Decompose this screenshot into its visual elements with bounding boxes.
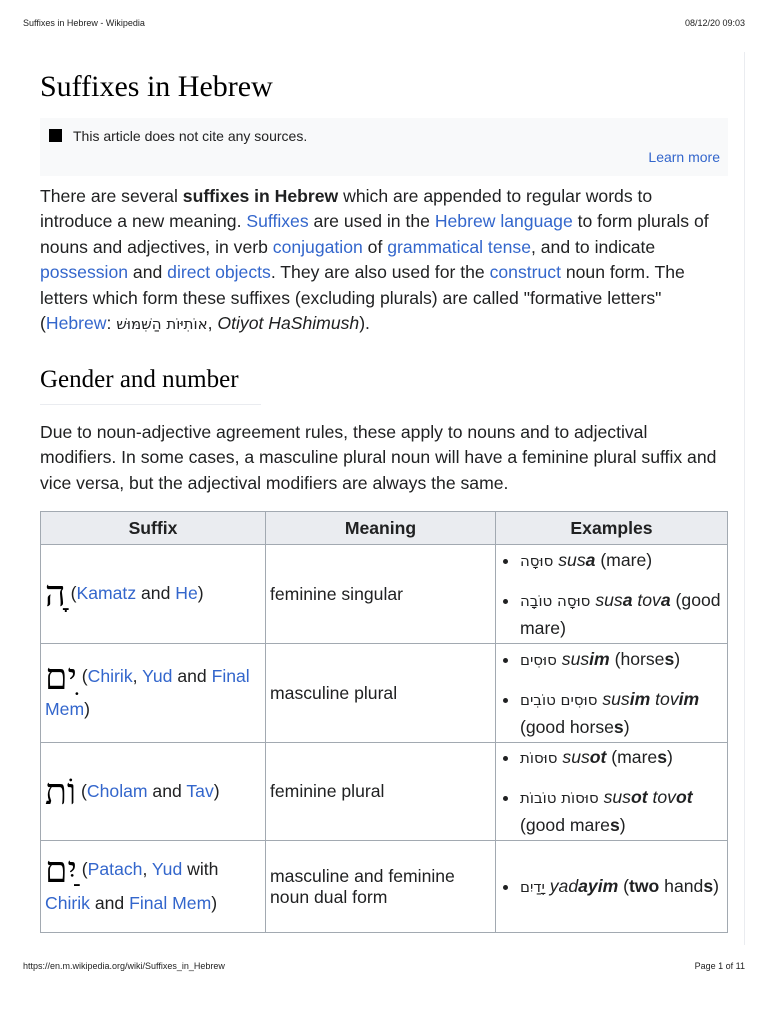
separator: and xyxy=(172,665,212,686)
paren: ( xyxy=(76,859,88,880)
gloss-plural-s: s xyxy=(613,716,624,737)
suffix-glyph: ִים xyxy=(45,656,77,698)
link-final-mem[interactable]: Final Mem xyxy=(45,665,250,720)
intro-text: : xyxy=(106,313,117,334)
translit-suffix: a xyxy=(585,549,596,570)
translit-stem: sus xyxy=(558,549,586,570)
gender-paragraph: Due to noun-adjective agreement rules, these apply to nouns and to adjectival modifiers. In some cases, a masculine plural noun will have a feminine plural suffix and vice versa, but the adjectival modifiers are always the same. xyxy=(40,422,717,493)
examples-cell xyxy=(496,841,728,933)
intro-text: are used in the xyxy=(308,211,435,232)
translit-suffix: a xyxy=(622,589,633,610)
example-hebrew: סוּסוֹת xyxy=(520,749,558,767)
suffix-cell xyxy=(41,743,266,841)
translit-suffix: ayim xyxy=(578,875,619,896)
intro-text: ). xyxy=(359,313,370,334)
paren: ( xyxy=(76,780,87,801)
examples-cell xyxy=(496,545,728,644)
suffix-cell xyxy=(41,545,266,644)
intro-text: noun form. The letters which form these suffixes (excluding plurals) are called "formative letters" ( xyxy=(40,262,685,334)
gloss: (good mare) xyxy=(520,589,721,638)
suffix-cell xyxy=(41,644,266,743)
link-patach[interactable]: Patach xyxy=(87,859,143,880)
translit-stem: sus xyxy=(562,747,590,767)
separator: , xyxy=(132,665,143,686)
paren: ( xyxy=(76,665,88,686)
intro-text: which are appended to regular words to introduce a new meaning. xyxy=(40,186,653,232)
print-url: https://en.m.wikipedia.org/wiki/Suffixes_in_Hebrew xyxy=(23,961,225,971)
meaning-cell: feminine singular xyxy=(266,545,496,644)
example-hebrew: יָדַיִם xyxy=(520,877,545,896)
meaning-cell: masculine and feminine noun dual form xyxy=(266,841,496,933)
example-hebrew: סוּסִים טוֹבִים xyxy=(520,690,598,709)
gloss: (good mare xyxy=(520,815,610,835)
gloss: ) xyxy=(623,716,630,737)
translit-stem: tov xyxy=(650,688,679,709)
translit-stem: tov xyxy=(632,589,661,610)
table-header-row xyxy=(41,512,728,545)
link-kamatz[interactable]: Kamatz xyxy=(76,583,137,604)
example-item xyxy=(520,547,723,575)
notice-text: This article does not cite any sources. xyxy=(73,128,308,144)
table-row xyxy=(41,545,728,644)
translit-suffix: a xyxy=(660,589,671,610)
translit-suffix: im xyxy=(589,648,610,669)
table-row xyxy=(41,841,728,933)
section-heading-gender-number: Gender and number xyxy=(40,366,261,405)
examples-cell xyxy=(496,644,728,743)
translit-stem: tov xyxy=(647,787,676,807)
example-item xyxy=(520,784,723,839)
link-final-mem[interactable]: Final Mem xyxy=(129,892,212,913)
link-suffixes[interactable]: Suffixes xyxy=(246,211,309,232)
link-grammatical-tense[interactable]: grammatical tense xyxy=(387,236,531,257)
link-he[interactable]: He xyxy=(175,583,198,604)
translit-stem: sus xyxy=(602,688,630,709)
gloss: ) xyxy=(619,815,626,835)
example-hebrew: סוּסָה xyxy=(520,551,554,570)
paren: ) xyxy=(211,892,218,913)
link-yud[interactable]: Yud xyxy=(142,665,173,686)
translit-suffix: ot xyxy=(630,787,648,807)
gloss-plural-s: s xyxy=(609,815,620,835)
gloss: ) xyxy=(674,648,681,669)
print-datetime: 08/12/20 09:03 xyxy=(684,18,745,28)
examples-cell xyxy=(496,743,728,841)
paren: ( xyxy=(65,583,77,604)
page-rule xyxy=(744,52,745,945)
notice-square-icon xyxy=(49,129,62,142)
separator: and xyxy=(136,583,176,604)
intro-bold-term: suffixes in Hebrew xyxy=(182,186,339,206)
paren: ) xyxy=(84,699,90,720)
example-item xyxy=(520,873,723,901)
suffix-glyph: ָה xyxy=(45,573,66,615)
translit-suffix: im xyxy=(629,688,651,709)
example-item xyxy=(520,744,723,772)
intro-text: and xyxy=(128,262,168,283)
gloss: ) xyxy=(667,747,673,767)
example-hebrew: סוּסִים xyxy=(520,650,557,669)
translit-suffix: ot xyxy=(589,747,607,767)
link-yud[interactable]: Yud xyxy=(151,859,183,880)
separator: and xyxy=(147,780,187,801)
intro-text: There are several xyxy=(40,186,183,206)
header-suffix: Suffix xyxy=(41,512,266,545)
gloss: (mare) xyxy=(595,549,653,570)
page-title: Suffixes in Hebrew xyxy=(40,70,273,103)
link-hebrew-language[interactable]: Hebrew language xyxy=(434,211,573,232)
example-item xyxy=(520,686,723,741)
print-page-number: Page 1 of 11 xyxy=(694,961,745,971)
translit-stem: yad xyxy=(549,875,579,896)
paren: ) xyxy=(197,583,204,604)
print-header xyxy=(23,18,745,28)
link-chirik[interactable]: Chirik xyxy=(45,892,90,913)
example-item xyxy=(520,587,723,642)
intro-text: , xyxy=(207,313,218,334)
translit-stem: sus xyxy=(561,648,590,669)
header-examples: Examples xyxy=(496,512,728,545)
translit-suffix: im xyxy=(678,688,700,709)
example-hebrew: סוּסָה טוֹבָה xyxy=(520,591,591,610)
separator: , xyxy=(142,859,152,880)
paren: ) xyxy=(213,780,220,801)
intro-text: to form plurals of nouns and adjectives, in verb xyxy=(40,211,709,257)
intro-paragraph xyxy=(40,184,728,337)
meaning-cell: masculine plural xyxy=(266,644,496,743)
gloss: (mare xyxy=(606,747,658,767)
example-hebrew: סוּסוֹת טוֹבוֹת xyxy=(520,789,599,807)
separator: and xyxy=(89,892,130,913)
example-item xyxy=(520,646,723,674)
suffix-cell xyxy=(41,841,266,933)
print-footer xyxy=(23,961,745,971)
suffix-glyph: ַיִם xyxy=(45,849,77,891)
no-sources-notice xyxy=(40,118,728,176)
translit-stem: sus xyxy=(603,787,631,807)
gloss-two: two xyxy=(628,875,660,896)
table-row xyxy=(41,743,728,841)
suffix-glyph: וֹת xyxy=(45,771,77,813)
meaning-cell: feminine plural xyxy=(266,743,496,841)
link-hebrew[interactable]: Hebrew xyxy=(45,313,107,334)
link-possession[interactable]: possession xyxy=(40,262,129,283)
link-tav[interactable]: Tav xyxy=(186,780,214,801)
gloss-plural-s: s xyxy=(664,648,675,669)
link-conjugation[interactable]: conjugation xyxy=(272,236,363,257)
gloss: (horse xyxy=(609,648,665,669)
header-meaning: Meaning xyxy=(266,512,496,545)
link-chirik[interactable]: Chirik xyxy=(87,665,133,686)
transliteration: Otiyot HaShimush xyxy=(217,313,360,334)
paren: ) xyxy=(713,875,719,896)
link-cholam[interactable]: Cholam xyxy=(86,780,148,801)
table-row xyxy=(41,644,728,743)
gloss: (good horse xyxy=(520,716,614,737)
paren: ( xyxy=(618,875,629,896)
link-construct[interactable]: construct xyxy=(489,262,561,283)
intro-text: of xyxy=(362,236,388,257)
separator: with xyxy=(182,859,219,880)
gloss-plural-s: s xyxy=(703,875,714,896)
translit-stem: sus xyxy=(595,589,623,610)
link-direct-objects[interactable]: direct objects xyxy=(167,262,271,283)
gloss: hand xyxy=(659,875,704,896)
learn-more-link[interactable]: Learn more xyxy=(648,149,720,165)
intro-text: . They are also used for the xyxy=(270,262,490,283)
gloss-plural-s: s xyxy=(657,747,668,767)
hebrew-term: אוֹתִיּוֹת הַשִּׁמּוּשׁ xyxy=(116,315,208,334)
intro-text: , and to indicate xyxy=(530,236,656,257)
print-title: Suffixes in Hebrew - Wikipedia xyxy=(23,18,145,28)
suffix-table xyxy=(40,511,728,933)
translit-suffix: ot xyxy=(675,787,693,807)
